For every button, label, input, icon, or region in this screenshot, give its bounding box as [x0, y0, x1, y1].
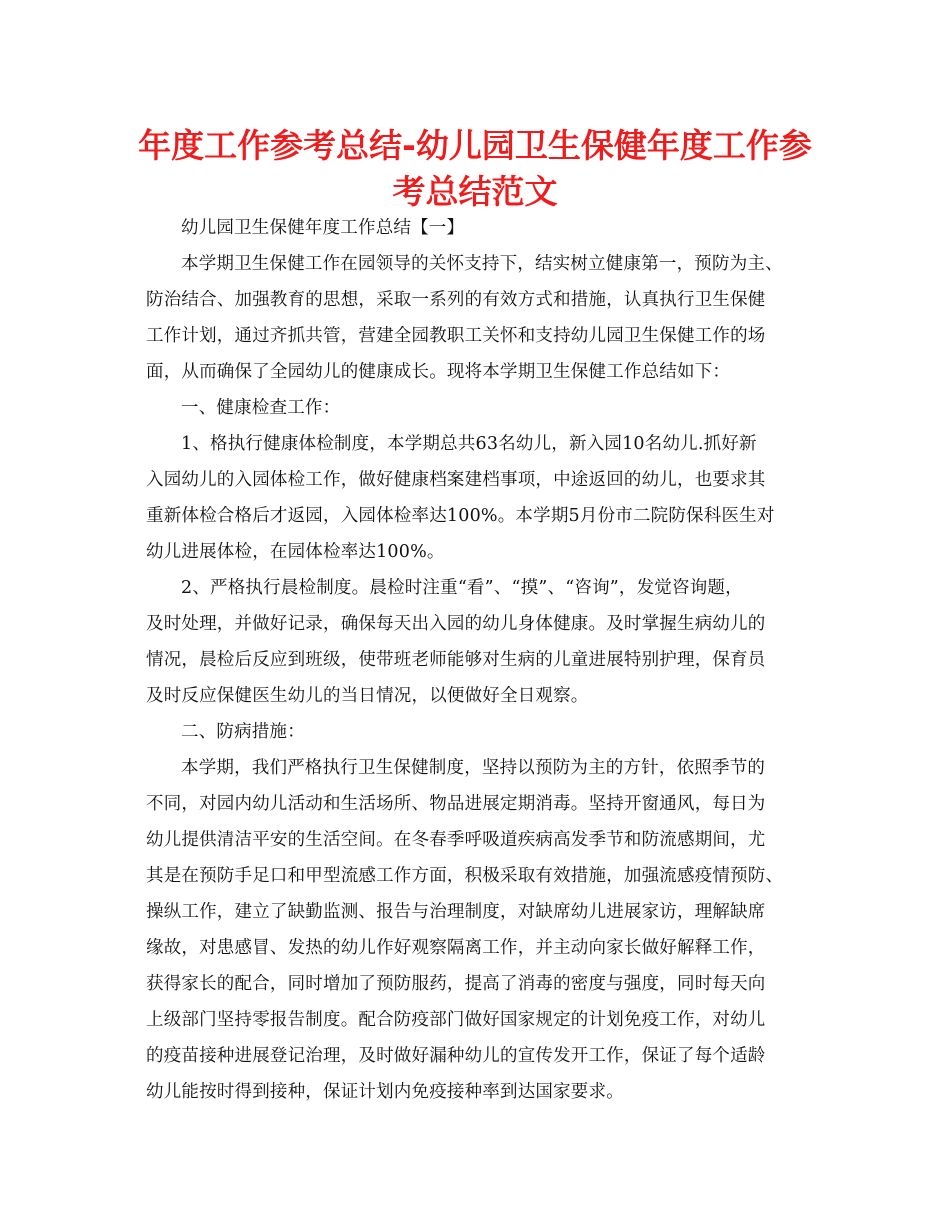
paragraph-line: 入园幼儿的入园体检工作，做好健康档案建档事项，中途返回的幼儿，也要求其	[146, 470, 766, 490]
paragraph-line: 其是在预防手足口和甲型流感工作方面，积极采取有效措施，加强流感疫情预防、	[146, 866, 784, 886]
paragraph-line: 重新体检合格后才返园，入园体检率达100%。本学期5月份市二院防保科医生对	[146, 506, 775, 526]
paragraph-line: 情况，晨检后反应到班级，使带班老师能够对生病的儿童进展特别护理，保育员	[146, 650, 766, 670]
paragraph-line: 获得家长的配合，同时增加了预防服药，提高了消毒的密度与强度，同时每天向	[146, 974, 766, 994]
paragraph-line: 幼儿进展体检，在园体检率达100%。	[146, 542, 445, 562]
paragraph-line: 2、严格执行晨检制度。晨检时注重“看”、“摸”、“咨询”，发觉咨询题，	[181, 578, 743, 598]
paragraph-line: 幼儿提供清洁平安的生活空间。在冬春季呼吸道疾病高发季节和防流感期间，尤	[146, 830, 766, 850]
paragraph-line: 本学期，我们严格执行卫生保健制度，坚持以预防为主的方针，依照季节的	[181, 758, 766, 778]
paragraph-line: 幼儿能按时得到接种，保证计划内免疫接种率到达国家要求。	[146, 1082, 624, 1102]
paragraph-line: 的疫苗接种进展登记治理，及时做好漏种幼儿的宣传发开工作，保证了每个适龄	[146, 1046, 766, 1066]
document-title-line-2: 考总结范文	[392, 172, 558, 211]
paragraph-line: 缘故，对患感冒、发热的幼儿作好观察隔离工作，并主动向家长做好解释工作，	[146, 938, 766, 958]
paragraph-line: 及时处理，并做好记录，确保每天出入园的幼儿身体健康。及时掌握生病幼儿的	[146, 614, 766, 634]
paragraph-line: 及时反应保健医生幼儿的当日情况，以便做好全日观察。	[146, 686, 589, 706]
section-heading: 幼儿园卫生保健年度工作总结【一】	[181, 218, 465, 238]
paragraph-line: 本学期卫生保健工作在园领导的关怀支持下，结实树立健康第一，预防为主、	[181, 254, 783, 274]
paragraph-line: 面，从而确保了全园幼儿的健康成长。现将本学期卫生保健工作总结如下：	[146, 362, 731, 382]
paragraph-line: 防治结合、加强教育的思想，采取一系列的有效方式和措施，认真执行卫生保健	[146, 290, 766, 310]
paragraph-line: 1、格执行健康体检制度，本学期总共63名幼儿，新入园10名幼儿.抓好新	[181, 434, 757, 454]
paragraph-line: 上级部门坚持零报告制度。配合防疫部门做好国家规定的计划免疫工作，对幼儿	[146, 1010, 766, 1030]
section-heading: 一、健康检查工作：	[181, 398, 341, 418]
document-title-line-1: 年度工作参考总结-幼儿园卫生保健年度工作参	[138, 126, 812, 165]
section-heading: 二、防病措施：	[181, 722, 305, 742]
paragraph-line: 操纵工作，建立了缺勤监测、报告与治理制度，对缺席幼儿进展家访，理解缺席	[146, 902, 766, 922]
paragraph-line: 工作计划，通过齐抓共管，营建全园教职工关怀和支持幼儿园卫生保健工作的场	[146, 326, 766, 346]
paragraph-line: 不同，对园内幼儿活动和生活场所、物品进展定期消毒。坚持开窗通风，每日为	[146, 794, 766, 814]
